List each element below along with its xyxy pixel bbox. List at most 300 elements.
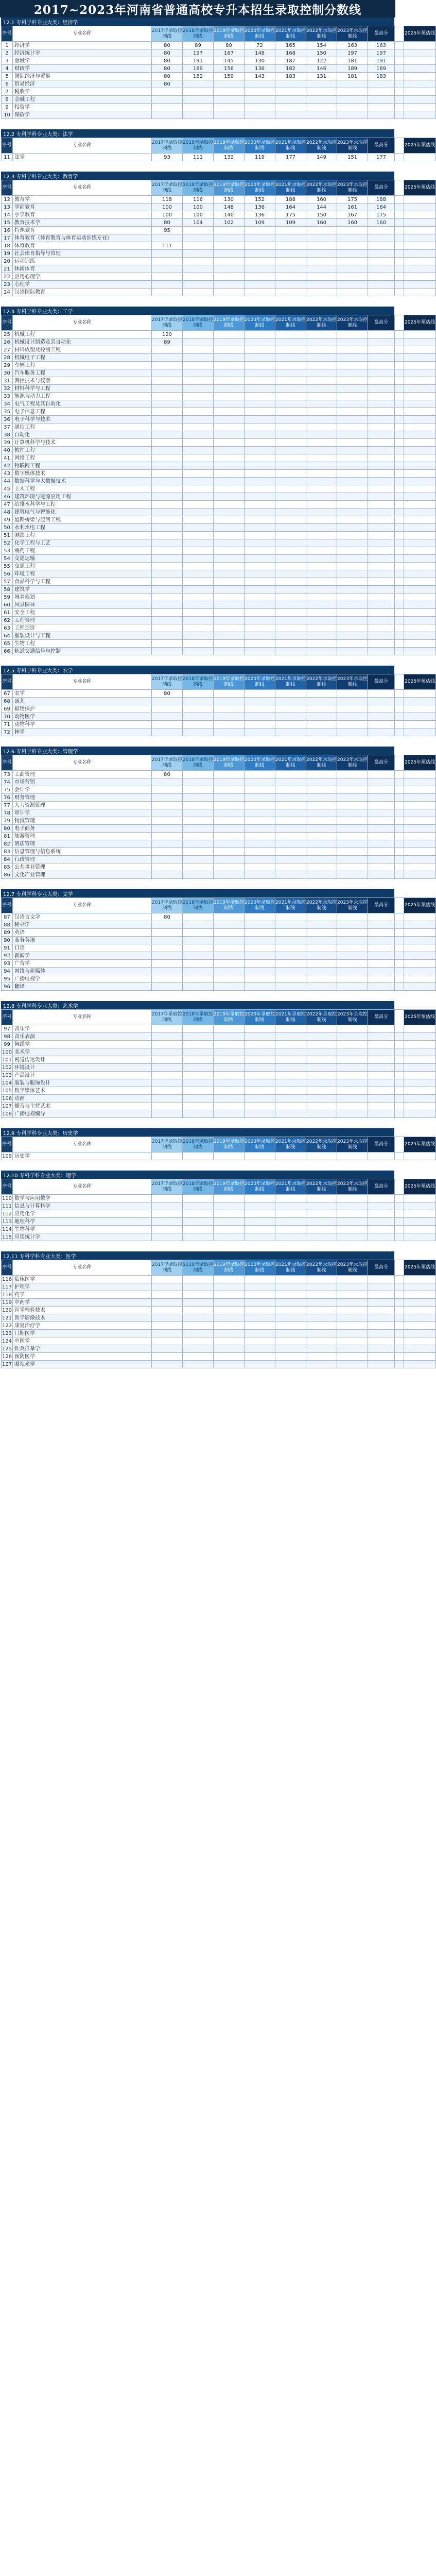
score-table <box>1 180 436 296</box>
header-y2022: 2022年录取控制线 <box>306 1260 337 1276</box>
score-max <box>368 462 395 470</box>
score-max <box>368 485 395 493</box>
header-y2022: 2022年录取控制线 <box>306 1137 337 1153</box>
score-2021 <box>275 1072 306 1079</box>
major-name: 园艺 <box>13 698 152 705</box>
score-2022 <box>306 462 337 470</box>
row-no: 67 <box>2 690 13 698</box>
score-2022 <box>306 809 337 817</box>
score-2017 <box>152 1103 183 1110</box>
row-no: 98 <box>2 1033 13 1041</box>
score-2023: 151 <box>337 154 368 161</box>
gap-cell <box>395 721 404 728</box>
score-2020 <box>245 289 275 296</box>
table-row <box>2 242 436 250</box>
score-2020 <box>245 338 275 346</box>
score-2025-estimate <box>404 331 436 338</box>
category-banner: 12.1 专科学科专业大类：经济学 <box>1 18 394 26</box>
header-y2020: 2020年录取控制线 <box>245 674 275 690</box>
table-header-row <box>2 180 436 196</box>
header-gap <box>395 1010 404 1025</box>
header-y2021: 2021年录取控制线 <box>275 1010 306 1025</box>
score-2025-estimate <box>404 196 436 204</box>
header-y2017: 2017年录取控制线 <box>152 1260 183 1276</box>
score-2022 <box>306 937 337 944</box>
score-2018 <box>183 478 214 485</box>
table-row <box>2 346 436 354</box>
score-2025-estimate <box>404 778 436 786</box>
score-2019 <box>214 983 245 991</box>
row-no: 64 <box>2 632 13 640</box>
score-2021 <box>275 1322 306 1330</box>
score-2023 <box>337 937 368 944</box>
score-2020 <box>245 848 275 856</box>
score-max: 160 <box>368 219 395 227</box>
score-2020 <box>245 431 275 439</box>
score-2025-estimate <box>404 1195 436 1202</box>
gap-cell <box>395 516 404 524</box>
score-2023 <box>337 1226 368 1233</box>
score-2017 <box>152 493 183 501</box>
score-max: 191 <box>368 57 395 65</box>
score-2017 <box>152 1330 183 1337</box>
score-2018 <box>183 840 214 848</box>
header-y2022: 2022年录取控制线 <box>306 26 337 42</box>
score-2019 <box>214 509 245 516</box>
score-2019 <box>214 555 245 563</box>
score-2020 <box>245 609 275 617</box>
major-name: 法学 <box>13 154 152 161</box>
score-2022 <box>306 1064 337 1072</box>
header-y2022: 2022年录取控制线 <box>306 898 337 913</box>
header-no: 序号 <box>2 898 13 913</box>
table-row <box>2 632 436 640</box>
score-max <box>368 1095 395 1103</box>
major-name: 广告学 <box>13 960 152 968</box>
score-max <box>368 250 395 258</box>
score-2019 <box>214 1233 245 1241</box>
score-max <box>368 817 395 825</box>
table-row <box>2 493 436 501</box>
score-2021 <box>275 929 306 937</box>
score-2020 <box>245 80 275 88</box>
section-spacer <box>1 119 394 129</box>
table-row <box>2 586 436 594</box>
score-2019: 102 <box>214 219 245 227</box>
row-no: 26 <box>2 338 13 346</box>
row-no: 85 <box>2 863 13 871</box>
header-name: 专业名称 <box>13 674 152 690</box>
major-name: 机械工程 <box>13 331 152 338</box>
row-no: 42 <box>2 462 13 470</box>
score-2025-estimate <box>404 362 436 369</box>
gap-cell <box>395 1079 404 1087</box>
score-2017 <box>152 713 183 721</box>
score-2025-estimate <box>404 648 436 655</box>
score-2020 <box>245 1307 275 1314</box>
row-no: 54 <box>2 555 13 563</box>
header-gap <box>395 1137 404 1153</box>
score-2018 <box>183 1056 214 1064</box>
score-2017 <box>152 578 183 586</box>
score-2025-estimate <box>404 485 436 493</box>
score-max: 189 <box>368 65 395 73</box>
score-2022 <box>306 960 337 968</box>
score-2025-estimate <box>404 705 436 713</box>
major-name: 建筑电气与智能化 <box>13 509 152 516</box>
score-2023 <box>337 960 368 968</box>
score-2018 <box>183 713 214 721</box>
score-2022 <box>306 88 337 96</box>
score-2020 <box>245 721 275 728</box>
gap-cell <box>395 1048 404 1056</box>
row-no: 107 <box>2 1103 12 1109</box>
score-2019: 156 <box>214 65 245 73</box>
row-no: 35 <box>2 408 13 416</box>
score-2020 <box>245 578 275 586</box>
table-row <box>2 825 436 833</box>
score-2020 <box>245 601 275 609</box>
score-max <box>368 385 395 393</box>
score-2022 <box>306 1299 337 1307</box>
table-row <box>2 1361 436 1368</box>
score-2020 <box>245 1353 275 1361</box>
table-header-row <box>2 138 436 154</box>
header-y2023: 2023年录取控制线 <box>337 180 368 196</box>
score-2021 <box>275 825 306 833</box>
gap-cell <box>395 1103 404 1110</box>
score-2020 <box>245 1276 275 1283</box>
score-2023 <box>337 1153 368 1160</box>
score-2018 <box>183 331 214 338</box>
gap-cell <box>395 952 404 960</box>
score-2018 <box>183 1226 214 1233</box>
major-name: 安全工程 <box>13 609 152 617</box>
score-max <box>368 1226 395 1233</box>
row-no: 115 <box>2 1234 12 1240</box>
score-2023 <box>337 1025 368 1033</box>
major-name: 产品设计 <box>13 1072 152 1079</box>
score-2021 <box>275 921 306 929</box>
score-2023 <box>337 331 368 338</box>
score-2017 <box>152 532 183 539</box>
major-name: 汉语国际教育 <box>13 289 152 296</box>
score-2020 <box>245 771 275 778</box>
score-2023 <box>337 1048 368 1056</box>
score-2023: 197 <box>337 49 368 57</box>
gap-cell <box>395 408 404 416</box>
score-2020 <box>245 273 275 281</box>
score-2019 <box>214 929 245 937</box>
score-2022 <box>306 555 337 563</box>
section-spacer <box>1 655 394 666</box>
score-2023: 163 <box>337 42 368 49</box>
score-2021 <box>275 1291 306 1299</box>
section-spacer <box>1 1118 394 1128</box>
score-2025-estimate <box>404 111 436 119</box>
score-2020 <box>245 362 275 369</box>
gap-cell <box>395 439 404 447</box>
score-2017 <box>152 1056 183 1064</box>
header-no: 序号 <box>2 315 13 331</box>
row-no: 78 <box>2 809 13 817</box>
score-2020 <box>245 258 275 265</box>
score-2023 <box>337 1291 368 1299</box>
score-2022 <box>306 786 337 794</box>
score-2019 <box>214 362 245 369</box>
row-no: 28 <box>2 354 13 362</box>
score-2020 <box>245 524 275 532</box>
score-2021 <box>275 1226 306 1233</box>
score-2023 <box>337 1283 368 1291</box>
score-2021 <box>275 802 306 809</box>
score-2020 <box>245 1048 275 1056</box>
row-no: 127 <box>2 1361 12 1367</box>
score-2020 <box>245 1072 275 1079</box>
row-no: 74 <box>2 778 13 786</box>
gap-cell <box>395 258 404 265</box>
score-2018 <box>183 338 214 346</box>
gap-cell <box>395 204 404 211</box>
score-2023 <box>337 871 368 879</box>
score-max <box>368 594 395 601</box>
score-2025-estimate <box>404 42 436 49</box>
score-2025-estimate <box>404 431 436 439</box>
score-max <box>368 640 395 648</box>
score-table <box>1 26 436 119</box>
major-name: 美术学 <box>13 1048 152 1056</box>
score-max <box>368 848 395 856</box>
score-2017 <box>152 1095 183 1103</box>
header-gap <box>395 1179 404 1195</box>
score-2021 <box>275 281 306 289</box>
score-2018 <box>183 944 214 952</box>
major-name: 电子信息工程 <box>13 408 152 416</box>
score-2017 <box>152 817 183 825</box>
score-2021 <box>275 1041 306 1048</box>
table-row <box>2 1322 436 1330</box>
gap-cell <box>395 601 404 609</box>
header-max: 最高分 <box>368 898 395 913</box>
score-2018 <box>183 786 214 794</box>
major-name: 康复治疗学 <box>13 1322 152 1330</box>
gap-cell <box>395 338 404 346</box>
table-row <box>2 601 436 609</box>
score-2019 <box>214 563 245 570</box>
score-2022 <box>306 952 337 960</box>
score-2022 <box>306 771 337 778</box>
score-2023 <box>337 1095 368 1103</box>
score-max: 188 <box>368 196 395 204</box>
row-no: 97 <box>2 1025 13 1033</box>
gap-cell <box>395 863 404 871</box>
major-name: 文化产业管理 <box>13 871 152 879</box>
score-2022 <box>306 856 337 863</box>
header-y2020: 2020年录取控制线 <box>245 1260 275 1276</box>
table-row <box>2 227 436 234</box>
score-2022 <box>306 578 337 586</box>
score-2021 <box>275 462 306 470</box>
major-name: 能源与动力工程 <box>13 393 152 400</box>
header-name: 专业名称 <box>13 1010 152 1025</box>
score-table <box>1 138 436 161</box>
score-2023 <box>337 273 368 281</box>
major-name: 数字媒体艺术 <box>13 1087 152 1095</box>
score-max: 164 <box>368 204 395 211</box>
score-2023 <box>337 802 368 809</box>
score-2023 <box>337 840 368 848</box>
header-y2019: 2019年录取控制线 <box>214 138 245 154</box>
score-2017 <box>152 825 183 833</box>
score-2017 <box>152 234 183 242</box>
score-2021 <box>275 362 306 369</box>
score-2018 <box>183 690 214 698</box>
gap-cell <box>395 555 404 563</box>
header-y2023: 2023年录取控制线 <box>337 315 368 331</box>
score-2019 <box>214 863 245 871</box>
score-2018 <box>183 104 214 111</box>
score-2023: 167 <box>337 211 368 219</box>
score-2018 <box>183 570 214 578</box>
score-max <box>368 1314 395 1322</box>
score-2018 <box>183 281 214 289</box>
score-2020 <box>245 416 275 423</box>
header-name: 专业名称 <box>13 1260 152 1276</box>
score-2023 <box>337 509 368 516</box>
score-2017 <box>152 362 183 369</box>
header-y2025: 2025年预估线 <box>404 1179 436 1195</box>
table-row <box>2 578 436 586</box>
score-2022: 154 <box>306 42 337 49</box>
row-no: 123 <box>2 1330 12 1336</box>
score-2025-estimate <box>404 470 436 478</box>
major-name: 英语 <box>13 929 152 937</box>
score-2023 <box>337 1072 368 1079</box>
score-2020 <box>245 913 275 921</box>
header-no: 序号 <box>2 138 13 154</box>
score-2021 <box>275 532 306 539</box>
score-max <box>368 705 395 713</box>
header-y2020: 2020年录取控制线 <box>245 26 275 42</box>
row-no: 32 <box>2 385 13 393</box>
score-max <box>368 1079 395 1087</box>
header-y2022: 2022年录取控制线 <box>306 1010 337 1025</box>
table-row <box>2 863 436 871</box>
row-no: 87 <box>2 913 13 921</box>
score-2021 <box>275 1283 306 1291</box>
score-2022 <box>306 640 337 648</box>
score-max <box>368 586 395 594</box>
score-2018 <box>183 1353 214 1361</box>
major-name: 针灸推拿学 <box>13 1345 152 1353</box>
table-row <box>2 439 436 447</box>
major-name: 旅游管理 <box>13 833 152 840</box>
score-2023 <box>337 478 368 485</box>
row-no: 69 <box>2 705 13 713</box>
gap-cell <box>395 833 404 840</box>
score-2018 <box>183 227 214 234</box>
score-max <box>368 416 395 423</box>
score-2017 <box>152 1337 183 1345</box>
score-2018 <box>183 856 214 863</box>
score-2019 <box>214 570 245 578</box>
score-2017: 80 <box>152 913 183 921</box>
score-2023 <box>337 632 368 640</box>
table-row <box>2 1064 436 1072</box>
major-name: 体育教育 <box>13 242 152 250</box>
table-row <box>2 547 436 555</box>
score-2021 <box>275 346 306 354</box>
score-2018 <box>183 1218 214 1226</box>
section-spacer <box>1 1160 394 1171</box>
score-2020 <box>245 586 275 594</box>
score-2025-estimate <box>404 1041 436 1048</box>
score-2022 <box>306 369 337 377</box>
score-2023 <box>337 1361 368 1368</box>
score-2022 <box>306 234 337 242</box>
table-row <box>2 705 436 713</box>
gap-cell <box>395 968 404 975</box>
score-2020 <box>245 802 275 809</box>
score-2025-estimate <box>404 848 436 856</box>
major-name: 测控技术与仪器 <box>13 377 152 385</box>
major-name: 舞蹈学 <box>13 1041 152 1048</box>
major-name: 测绘工程 <box>13 532 152 539</box>
score-2025-estimate <box>404 1322 436 1330</box>
score-max <box>368 1353 395 1361</box>
gap-cell <box>395 1307 404 1314</box>
score-2022 <box>306 1079 337 1087</box>
score-2019 <box>214 250 245 258</box>
table-row <box>2 49 436 57</box>
score-2021: 183 <box>275 73 306 80</box>
score-2025-estimate <box>404 840 436 848</box>
table-row <box>2 1233 436 1241</box>
score-2017 <box>152 1291 183 1299</box>
gap-cell <box>395 73 404 80</box>
score-2017 <box>152 848 183 856</box>
category-banner: 12.10 专科学科专业大类：理学 <box>1 1171 394 1179</box>
row-no: 94 <box>2 968 13 975</box>
score-max <box>368 1103 395 1110</box>
row-no: 77 <box>2 802 13 809</box>
score-2021 <box>275 539 306 547</box>
score-max <box>368 968 395 975</box>
table-row <box>2 377 436 385</box>
score-2023 <box>337 1337 368 1345</box>
row-no: 95 <box>2 975 13 983</box>
score-2017 <box>152 1048 183 1056</box>
score-2017 <box>152 1041 183 1048</box>
header-y2018: 2018年录取控制线 <box>183 1010 214 1025</box>
score-2021: 165 <box>275 42 306 49</box>
table-row <box>2 594 436 601</box>
score-2020 <box>245 478 275 485</box>
header-name: 专业名称 <box>13 138 152 154</box>
score-2021 <box>275 1110 306 1118</box>
score-2023 <box>337 539 368 547</box>
score-2021 <box>275 570 306 578</box>
gap-cell <box>395 594 404 601</box>
score-2022 <box>306 1210 337 1218</box>
category-banner: 12.3 专科学科专业大类：教育学 <box>1 172 394 180</box>
gap-cell <box>395 817 404 825</box>
table-row <box>2 929 436 937</box>
score-2023 <box>337 690 368 698</box>
major-name: 物流管理 <box>13 817 152 825</box>
score-2025-estimate <box>404 578 436 586</box>
row-no: 2 <box>2 49 13 57</box>
